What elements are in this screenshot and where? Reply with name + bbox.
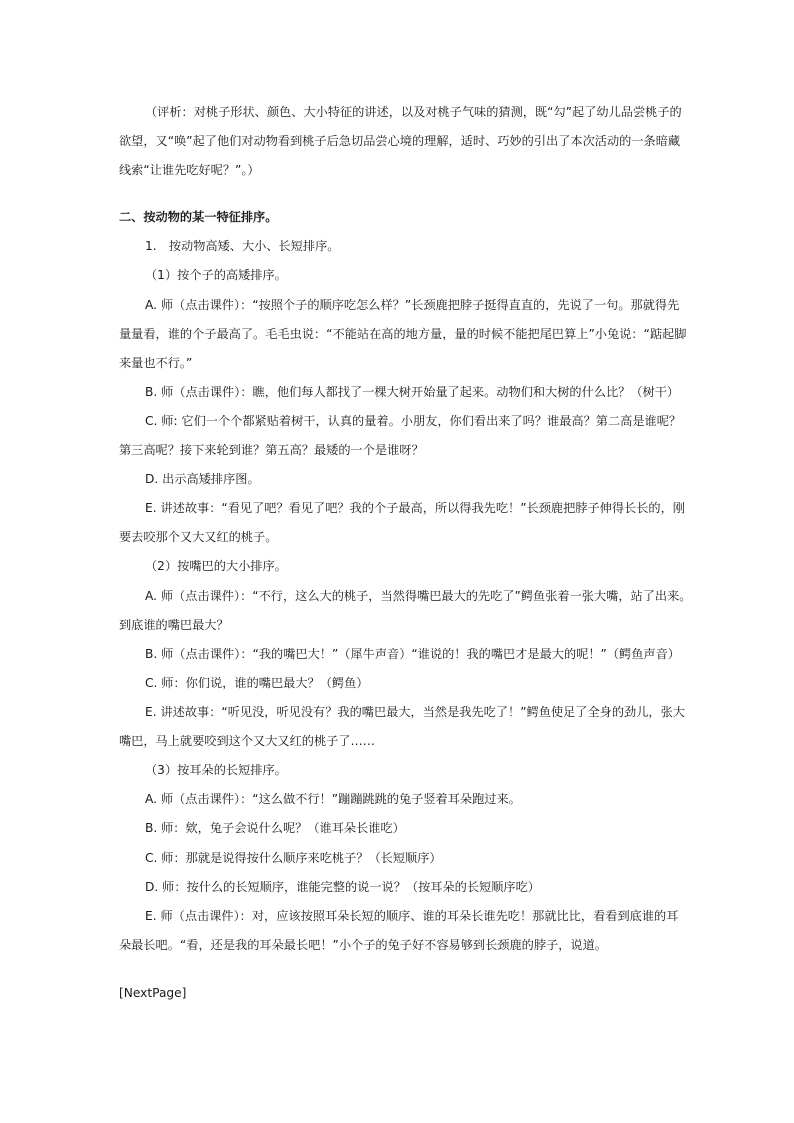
paragraph-line: 欲望，又“唤”起了他们对动物看到桃子后急切品尝心境的理解，适时、巧妙的引出了本次活动的一条暗藏 xyxy=(119,134,681,148)
paragraph-line: E. 师（点击课件）：对，应该按照耳朵长短的顺序、谁的耳朵长谁先吃！那就比比，看看到底谁的耳 xyxy=(145,909,679,923)
paragraph-line: A. 师（点击课件）：“不行，这么大的桃子，当然得嘴巴最大的先吃了”鳄鱼张着一张大嘴，站了出来。 xyxy=(145,589,692,603)
paragraph-line: 嘴巴，马上就要咬到这个又大又红的桃子了…… xyxy=(119,734,375,748)
next-page-marker: [NextPage] xyxy=(119,986,187,1000)
paragraph-line: E. 讲述故事：“看见了吧？看见了吧？我的个子最高，所以得我先吃！”长颈鹿把脖子伸得长长的，刚 xyxy=(145,501,685,515)
paragraph-line: B. 师（点击课件）：“我的嘴巴大！”（犀牛声音）“谁说的！我的嘴巴才是最大的呢！”（鳄鱼声音） xyxy=(145,647,680,661)
subsection-heading: 1. 按动物高矮、大小、长短排序。 xyxy=(145,239,340,253)
paragraph-line: D. 师：按什么的长短顺序，谁能完整的说一说？（按耳朵的长短顺序吃） xyxy=(145,880,540,894)
paragraph-line: 量量看，谁的个子最高了。毛毛虫说：“不能站在高的地方量，量的时候不能把尾巴算上”小兔说：“踮起脚 xyxy=(119,327,687,341)
paragraph-line: A. 师（点击课件）：“按照个子的顺序吃怎么样？”长颈鹿把脖子挺得直直的，先说了一句。那就得先 xyxy=(145,298,680,312)
subsection-heading: （3）按耳朵的长短排序。 xyxy=(145,763,287,777)
paragraph-line: A. 师（点击课件）：“这么做不行！”蹦蹦跳跳的兔子竖着耳朵跑过来。 xyxy=(145,792,521,806)
paragraph-line: E. 讲述故事：“听见没，听见没有？我的嘴巴最大，当然是我先吃了！”鳄鱼使足了全身的劲儿，张大 xyxy=(145,705,685,719)
paragraph-line: 朵最长吧。“看，还是我的耳朵最长吧！”小个子的兔子好不容易够到长颈鹿的脖子，说道。 xyxy=(119,938,607,952)
subsection-heading: （1）按个子的高矮排序。 xyxy=(145,268,287,282)
paragraph-line: C. 师: 它们一个个都紧贴着树干，认真的量着。小朋友，你们看出来了吗？谁最高？第二高是谁呢？ xyxy=(145,414,682,428)
paragraph-line: 线索“让谁先吃好呢？”。） xyxy=(119,163,260,177)
paragraph-line: C. 师：你们说，谁的嘴巴最大？（鳄鱼） xyxy=(145,676,369,690)
paragraph-line: 要去咬那个又大又红的桃子。 xyxy=(119,530,278,544)
paragraph-line: 来量也不行。” xyxy=(119,356,193,370)
paragraph-line: （评析：对桃子形状、颜色、大小特征的讲述，以及对桃子气味的猜测，既“勾”起了幼儿品尝桃子的 xyxy=(145,105,682,119)
paragraph-line: B. 师（点击课件）：瞧，他们每人都找了一棵大树开始量了起来。动物们和大树的什么比？（树干） xyxy=(145,385,680,399)
paragraph-line: D. 出示高矮排序图。 xyxy=(145,472,260,486)
paragraph-line: B. 师：欸，兔子会说什么呢？（谁耳朵长谁吃） xyxy=(145,821,405,835)
paragraph-line: C. 师：那就是说得按什么顺序来吃桃子？（长短顺序） xyxy=(145,851,442,865)
subsection-heading: （2）按嘴巴的大小排序。 xyxy=(145,559,287,573)
paragraph-line: 到底谁的嘴巴最大？ xyxy=(119,618,229,632)
section-heading: 二、按动物的某一特征排序。 xyxy=(119,210,278,224)
paragraph-line: 第三高呢？接下来轮到谁？第五高？最矮的一个是谁呀？ xyxy=(119,443,424,457)
